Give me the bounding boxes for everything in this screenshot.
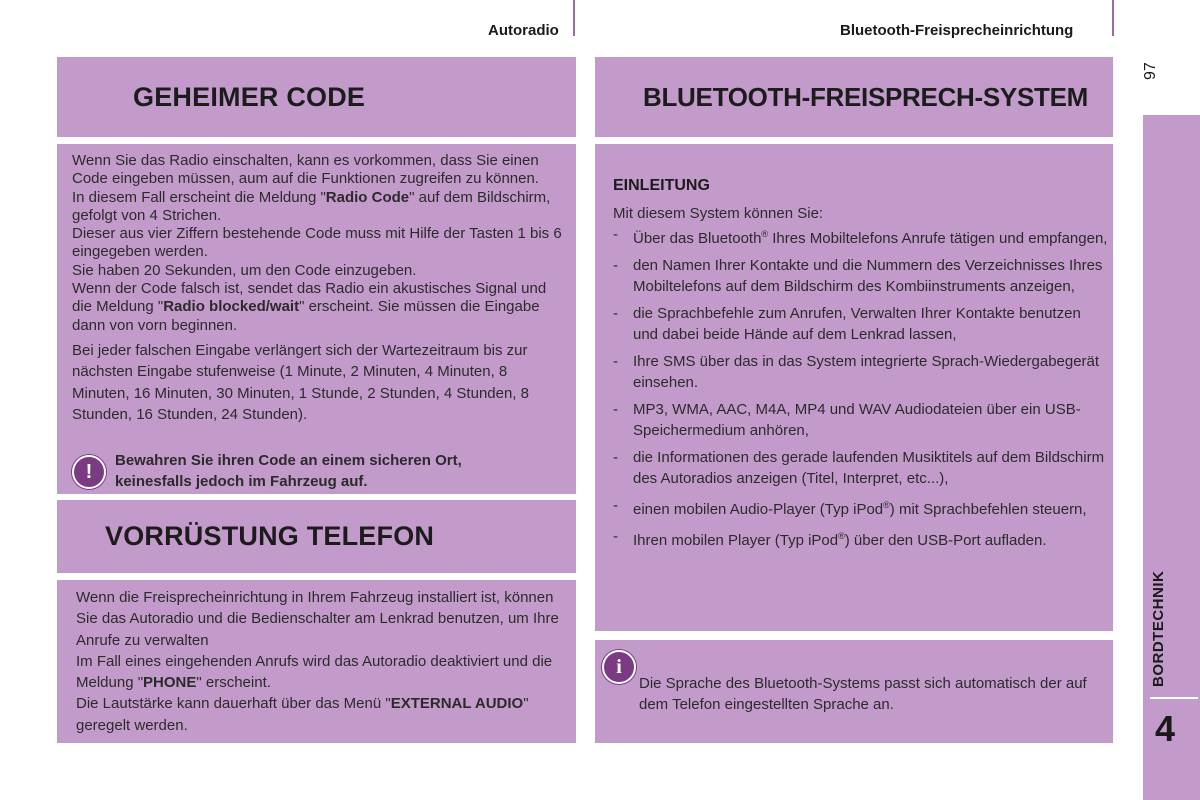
list-item: - MP3, WMA, AAC, M4A, MP4 und WAV Audiodateien über ein USB-Speichermedium anhören, xyxy=(613,399,1108,441)
bluetooth-subtitle: EINLEITUNG xyxy=(613,177,710,194)
bluetooth-intro: Mit diesem System können Sie: xyxy=(613,205,824,222)
exclamation-icon: ! xyxy=(72,455,106,489)
header-left-title: Autoradio xyxy=(488,22,559,39)
phone-prep-title-panel xyxy=(57,500,576,573)
header-divider-left xyxy=(573,0,575,36)
secret-code-para-1c: Dieser aus vier Ziffern bestehende Code muss mit Hilfe der Tasten 1 bis 6 eingegeben werden. xyxy=(72,225,562,261)
bluetooth-body-panel xyxy=(595,144,1113,631)
phone-prep-para-1: Wenn die Freisprecheinrichtung in Ihrem Fahrzeug installiert ist, können Sie das Autoradio und die Bedienschalter am Lenkrad benutzen, um Ihre Anrufe zu verwalten xyxy=(76,589,559,649)
list-item: - die Informationen des gerade laufenden Musiktitels auf dem Bildschirm des Autoradios anzeigen (Titel, Interpret, etc...), xyxy=(613,447,1108,489)
secret-code-body-panel xyxy=(57,144,576,494)
bluetooth-title: BLUETOOTH-FREISPRECH-SYSTEM xyxy=(643,81,1088,112)
chapter-label: BORDTECHNIK xyxy=(1150,570,1167,687)
secret-code-para-1d: Sie haben 20 Sekunden, um den Code einzugeben. xyxy=(72,261,417,279)
chapter-divider xyxy=(1150,697,1198,699)
info-icon: i xyxy=(602,650,636,684)
phone-prep-para-3: Die Lautstärke kann dauerhaft über das Menü "EXTERNAL AUDIO" geregelt werden. xyxy=(76,695,529,734)
secret-code-title-panel xyxy=(57,57,576,137)
list-item: - Ihre SMS über das in das System integrierte Sprach-Wiedergabegerät einsehen. xyxy=(613,351,1108,393)
page-number: 97 xyxy=(1142,62,1159,80)
chapter-number: 4 xyxy=(1154,708,1176,749)
secret-code-title: GEHEIMER CODE xyxy=(133,81,366,112)
secret-code-para-1e: Wenn der Code falsch ist, sendet das Radio ein akustisches Signal und die Meldung "Radio blocked/wait" erscheint. Sie müssen die Eingabe dann von vorn beginnen. xyxy=(72,280,547,334)
header-right-title: Bluetooth-Freisprecheinrichtung xyxy=(840,22,1074,39)
bluetooth-feature-list xyxy=(613,224,1108,557)
list-item: - einen mobilen Audio-Player (Typ iPod®) mit Sprachbefehlen steuern, xyxy=(613,495,1108,520)
list-item: - Ihren mobilen Player (Typ iPod®) über den USB-Port aufladen. xyxy=(613,526,1108,551)
header-divider-right xyxy=(1112,0,1114,36)
list-item: - den Namen Ihrer Kontakte und die Nummern des Verzeichnisses Ihres Mobiltelefons auf dem Bildschirm des Kombiinstruments anzeigen, xyxy=(613,255,1108,297)
list-item: - die Sprachbefehle zum Anrufen, Verwalten Ihrer Kontakte benutzen und dabei beide Hände auf dem Lenkrad lassen, xyxy=(613,303,1108,345)
secret-code-para-1b: In diesem Fall erscheint die Meldung "Radio Code" auf dem Bildschirm, gefolgt von 4 Strichen. xyxy=(72,188,551,224)
phone-prep-para-2: Im Fall eines eingehenden Anrufs wird das Autoradio deaktiviert und die Meldung "PHONE" erscheint. xyxy=(76,652,553,692)
phone-prep-body-panel xyxy=(57,580,576,743)
secret-code-para-2: Bei jeder falschen Eingabe verlängert sich der Wartezeitraum bis zur nächsten Eingabe stufenweise (1 Minute, 2 Minuten, 4 Minuten, 8 Minuten, 16 Minuten, 30 Minuten, 1 Stunde, 2 Stunden, 4 Stunden, 8 Stunden, 16 Stunden, 24 Stunden). xyxy=(72,341,529,424)
bluetooth-title-panel xyxy=(595,57,1113,137)
list-item: - Über das Bluetooth® Ihres Mobiltelefons Anrufe tätigen und empfangen, xyxy=(613,224,1108,249)
bluetooth-info-text: Die Sprache des Bluetooth-Systems passt sich automatisch der auf dem Telefon eingestellten Sprache an. xyxy=(639,675,1087,713)
secret-code-para-1a: Wenn Sie das Radio einschalten, kann es vorkommen, dass Sie einen Code eingeben müssen, aum auf die Funktionen zugreifen zu können. xyxy=(72,152,539,188)
secret-code-text xyxy=(72,152,567,426)
phone-prep-text xyxy=(76,587,566,736)
secret-code-warning: Bewahren Sie ihren Code an einem sicheren Ort, keinesfalls jedoch im Fahrzeug auf. xyxy=(115,452,462,490)
bluetooth-info-panel xyxy=(595,640,1113,743)
phone-prep-title: VORRÜSTUNG TELEFON xyxy=(105,521,435,551)
